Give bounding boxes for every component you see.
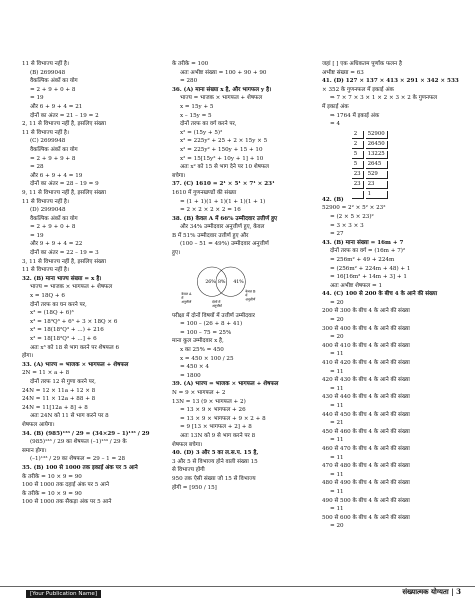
text-line: 35. (B) 100 से 1000 तक इकाई अंक पर 5 आने bbox=[22, 464, 138, 471]
divisor-cell: 5 bbox=[352, 161, 364, 169]
text-line: = 1800 bbox=[180, 372, 201, 379]
text-line: ⇒ 7 × 7 × 3 × 1 × 2 × 3 × 2 के गुणनफल bbox=[330, 95, 438, 102]
text-line: शेषफल आयेगा। bbox=[22, 421, 55, 428]
text-line: अतः x³ को 18 से भाग करने पर शेषफल 6 bbox=[30, 344, 120, 351]
text-line: 440 से 450 के बीच 4 के आने की संख्या bbox=[322, 411, 410, 418]
text-line: 37. (C) 1610 = 2¹ × 5¹ × 7¹ × 23¹ bbox=[172, 181, 275, 188]
text-line: B में 51% उम्मीदवार उत्तीर्ण हुए और bbox=[172, 232, 249, 239]
text-line: दोनों तरफ का घन करने पर, bbox=[30, 301, 87, 308]
text-line: = 9 [13 × भागफल + 2] + 8 bbox=[180, 424, 252, 431]
text-line: = 16[16m² + 14m + 3] + 1 bbox=[330, 274, 407, 281]
page-number: संख्यात्मक योग्यता | 3 bbox=[402, 587, 461, 596]
text-line: × 352 के गुणनफल में इकाई अंक bbox=[322, 86, 394, 93]
venn-right-value: 41% bbox=[233, 279, 244, 285]
text-line: = 27 bbox=[330, 231, 344, 238]
text-line: 470 से 480 के बीच 4 के आने की संख्या bbox=[322, 463, 410, 470]
text-line: समान होगा। bbox=[22, 447, 47, 454]
venn-label-both-2: अनुत्तीर्ण bbox=[212, 303, 222, 308]
divisor-cell bbox=[352, 191, 364, 199]
text-line: 500 से 600 के बीच 4 के आने की संख्या bbox=[322, 514, 410, 521]
text-line: x = 15y + 5 bbox=[180, 103, 214, 110]
text-line: के तरीके = 10 × 9 = 90 bbox=[22, 473, 82, 480]
divisor-cell: 23 bbox=[352, 181, 364, 189]
text-line: 300 से 400 के बीच 4 के आने की संख्या bbox=[322, 325, 410, 332]
text-line: = 11 bbox=[330, 351, 344, 358]
text-line: = 11 bbox=[330, 506, 344, 513]
text-line: (C) 2699948 bbox=[30, 138, 66, 145]
divisor-cell: 23 bbox=[352, 171, 364, 179]
text-line: (B) 2699048 bbox=[30, 69, 66, 76]
venn-label-a-3: अनुत्तीर्ण bbox=[181, 299, 192, 304]
division-block bbox=[322, 129, 462, 205]
text-line: = 450 × 4 bbox=[180, 364, 209, 371]
text-line: 2N = 11 × a + 8 bbox=[22, 370, 70, 377]
text-line: होगा। bbox=[22, 353, 34, 360]
text-line: शेषफल बचेगा। bbox=[172, 441, 203, 448]
text-line: और 6 + 9 + 4 = 21 bbox=[30, 103, 83, 110]
text-line: 11 से विभाज्य नहीं है। bbox=[22, 129, 70, 136]
text-line: 13N = 13 (9 × भागफल + 2) bbox=[172, 398, 246, 405]
dividend-cell: 52900 bbox=[366, 131, 388, 139]
text-line: 44. (C) 100 से 200 के बीच 4 के आने की संख्या bbox=[322, 291, 438, 298]
text-line: वैकल्पिक अंकों का योग bbox=[30, 146, 78, 153]
divisor-cell: 2 bbox=[352, 141, 364, 149]
text-line: = 11 bbox=[330, 368, 344, 375]
text-line: से विभाज्य होगी bbox=[172, 467, 205, 474]
text-line: 200 से 300 के बीच 4 के आने की संख्या bbox=[322, 308, 410, 315]
text-line: और 34% उम्मीदवार अनुत्तीर्ण हुए, केवल bbox=[180, 224, 265, 231]
text-line: 9, 11 से विभाज्य नहीं है, इसलिए संख्या bbox=[22, 189, 106, 196]
text-line: 100 से 1000 तक सैकड़ा अंक पर 5 आने bbox=[22, 499, 112, 506]
division-table bbox=[350, 129, 390, 201]
text-line: अतः अभीष्ट संख्या = 100 + 90 + 90 bbox=[180, 69, 267, 76]
text-line: परीक्षा में दोनों विषयों में उत्तीर्ण उम्मीदवार bbox=[172, 312, 255, 319]
text-line: 11 से विभाज्य नहीं है। bbox=[22, 267, 70, 274]
text-line: = 2 + 9 + 0 + 8 bbox=[30, 86, 76, 93]
dividend-cell: 2645 bbox=[366, 161, 388, 169]
text-line: दोनों तरफ 12 से गुणा करने पर, bbox=[30, 378, 96, 385]
text-line: x³ = 18(18²Q³ + ...) + 216 bbox=[30, 327, 104, 334]
text-line: अतः x² को 15 से भाग देने पर 10 शेषफल bbox=[180, 164, 269, 171]
text-line: 24N = 11 × 12a + 88 + 8 bbox=[22, 396, 96, 403]
venn-label-b-3: अनुत्तीर्ण bbox=[245, 296, 256, 301]
text-line: 36. (A) माना संख्या x है, और भागफल y है। bbox=[172, 86, 272, 93]
venn-label-a: केवल A bbox=[181, 291, 192, 296]
text-line: = (256m² + 224m + 48) + 1 bbox=[330, 265, 411, 272]
venn-label-a-2: में bbox=[181, 295, 184, 300]
text-line: = 19 bbox=[30, 232, 44, 239]
text-line: = 13 × 9 × भागफल + 9 × 2 + 8 bbox=[180, 415, 266, 422]
text-line: 24N = 12 × 11a + 12 × 8 bbox=[22, 387, 96, 394]
text-line: = 20 bbox=[330, 299, 344, 306]
dividend-cell: 26450 bbox=[366, 141, 388, 149]
text-line: = (2 × 5 × 23)² bbox=[330, 213, 374, 220]
text-line: 33. (A) भाज्य = भाजक × भागफल + शेषफल bbox=[22, 361, 129, 368]
publisher-tag: [Your Publication Name] bbox=[26, 590, 101, 598]
text-line: 2, 11 से विभाज्य नहीं है, इसलिए संख्या bbox=[22, 121, 106, 128]
text-line: दोनों का अंतर = 28 – 19 = 9 bbox=[30, 181, 99, 188]
text-line: 40. (D) 3 और 5 का ल.स.प. 15 है, bbox=[172, 450, 259, 457]
text-line: = (1 + 1)(1 + 1)(1 + 1)(1 + 1) bbox=[180, 198, 266, 205]
text-line: 34. (B) (985)¹³³ / 29 = (34×29 – 1)¹³³ / 29 bbox=[22, 430, 150, 437]
text-line: 39. (A) भाज्य = भाजक × भागफल + शेषफल bbox=[172, 381, 279, 388]
dividend-cell: 23 bbox=[366, 181, 388, 189]
text-line: के तरीके = 100 bbox=[172, 61, 209, 67]
text-line: = 3 × 3 × 3 bbox=[330, 222, 364, 229]
text-line: 3 और 5 से विभाज्य होने वाली संख्या 15 bbox=[172, 458, 258, 465]
text-line: होगी = [950 / 15] bbox=[172, 484, 217, 491]
venn-label-b-2: में bbox=[245, 292, 248, 297]
text-line: = 11 bbox=[330, 471, 344, 478]
text-line: = 280 bbox=[180, 78, 198, 85]
text-line: बचेगा। bbox=[172, 172, 186, 179]
text-line: = 20 bbox=[330, 334, 344, 341]
text-line: = 20 bbox=[330, 317, 344, 324]
text-line: N = 9 × भागफल + 2 bbox=[172, 390, 226, 396]
text-line: 43. (B) माना संख्या = 16m + 7 bbox=[322, 239, 404, 246]
text-line: 430 से 440 के बीच 4 के आने की संख्या bbox=[322, 394, 410, 401]
text-line: 480 से 490 के बीच 4 के आने की संख्या bbox=[322, 480, 410, 487]
text-line: x³ = 18[18²Q³ + ...] + 6 bbox=[30, 336, 97, 342]
text-line: वैकल्पिक अंकों का योग bbox=[30, 215, 78, 222]
text-line: 3, 11 से विभाज्य नहीं है, इसलिए संख्या bbox=[22, 258, 106, 265]
text-line: = 20 bbox=[330, 523, 344, 530]
text-line: = 2 + 9 + 9 + 8 bbox=[30, 155, 76, 162]
text-line: दोनों तरफ का वर्ग = (16m + 7)² bbox=[330, 248, 406, 255]
column-left bbox=[22, 60, 162, 507]
text-line: x – 15y = 5 bbox=[180, 112, 212, 119]
text-line: भाज्य = भाजक × भागफल + शेषफल bbox=[180, 95, 263, 102]
text-line: (–1)¹³³ / 29 का शेषफल = 29 – 1 = 28 bbox=[30, 456, 126, 463]
text-line: (D) 2999048 bbox=[30, 207, 66, 214]
text-line: = 13 × 9 × भागफल + 26 bbox=[180, 407, 246, 414]
text-line: में इकाई अंक bbox=[322, 103, 349, 110]
text-line: x² = 15[15y² + 10y + 1] + 10 bbox=[180, 155, 264, 162]
text-line: 450 से 460 के बीच 4 के आने की संख्या bbox=[322, 428, 410, 435]
text-line: 100 से 1000 तक दहाई अंक पर 5 आने bbox=[22, 482, 109, 489]
text-line: माना कुल उम्मीदवार x है, bbox=[172, 338, 224, 345]
text-line: = 100 – (26 + 8 + 41) bbox=[180, 321, 243, 328]
text-line: = 2 × 2 × 2 × 2 = 16 bbox=[180, 207, 241, 214]
text-line: x = 450 × 100 / 25 bbox=[180, 355, 234, 362]
text-line: दोनों का अंतर = 22 – 19 = 3 bbox=[30, 250, 99, 257]
page-footer bbox=[0, 586, 475, 598]
text-line: दोनों तरफ का वर्ग करने पर, bbox=[180, 121, 237, 128]
text-line: = 11 bbox=[330, 454, 344, 461]
text-line: = 11 bbox=[330, 488, 344, 495]
dividend-cell: 529 bbox=[366, 171, 388, 179]
text-line: 11 से विभाज्य नहीं है। bbox=[22, 61, 70, 67]
text-line: = 4 bbox=[330, 121, 341, 128]
text-line: x² = (15y + 5)² bbox=[180, 129, 223, 136]
text-line: = 11 bbox=[330, 403, 344, 409]
column-middle bbox=[172, 60, 312, 492]
text-line: 41. (D) 127 × 137 × 413 × 291 × 342 × 533 bbox=[322, 78, 459, 85]
divisor-cell: 5 bbox=[352, 151, 364, 159]
text-line: x³ = 18³Q³ + 6³ + 3 × 18Q × 6 bbox=[30, 318, 118, 325]
text-line: x² = 225y² + 25 + 2 × 15y × 5 bbox=[180, 138, 268, 145]
text-line: x³ = (18Q + 6)³ bbox=[30, 310, 74, 317]
text-line: = 19 bbox=[30, 95, 44, 102]
text-line: = 28 bbox=[30, 164, 44, 171]
text-line: ⇒ 1764 में इकाई अंक bbox=[330, 112, 380, 119]
text-line: 490 से 500 के बीच 4 के आने की संख्या bbox=[322, 497, 410, 504]
text-line: 420 से 430 के बीच 4 के आने की संख्या bbox=[322, 377, 410, 384]
text-line: 460 से 470 के बीच 4 के आने की संख्या bbox=[322, 445, 410, 452]
text-line: 400 से 410 के बीच 4 के आने की संख्या bbox=[322, 342, 410, 349]
text-line: 410 से 420 के बीच 4 के आने की संख्या bbox=[322, 360, 410, 367]
text-line: (985)¹³³ / 29 का शेषफल (–1)¹³³ / 29 के bbox=[30, 439, 127, 446]
text-line: 950 तक ऐसी संख्या जो 15 से विभाज्य bbox=[172, 475, 256, 482]
divisor-cell: 2 bbox=[352, 131, 364, 139]
text-line: और 9 + 9 + 4 = 22 bbox=[30, 241, 83, 248]
text-line: अतः 24N को 11 से भाग करने पर 8 bbox=[30, 413, 109, 420]
dividend-cell: 1 bbox=[366, 191, 388, 199]
text-line: = 21 bbox=[330, 420, 344, 427]
text-line: जहां [ ] एक अधिकतम पूर्णांक फलन है bbox=[322, 61, 402, 67]
venn-diagram bbox=[180, 260, 260, 310]
text-line: भाज्य = भाजक × भागफल + शेषफल bbox=[30, 284, 113, 291]
text-line: के तरीके = 10 × 9 = 90 bbox=[22, 490, 82, 497]
text-line: 52900 = 2² × 5² × 23² bbox=[322, 205, 386, 212]
text-line: x² = 225y² + 150y + 15 + 10 bbox=[180, 146, 263, 153]
text-line: अतः अभीष्ट शेषफल = 1 bbox=[330, 282, 383, 289]
text-line: 11 से विभाज्य नहीं है। bbox=[22, 198, 70, 205]
text-line: = 2 + 9 + 0 + 8 bbox=[30, 224, 76, 231]
question-number: 42. (B) bbox=[322, 196, 344, 203]
text-line: 38. (B) केवल A में 66% उम्मीदवार उत्तीर्ण हुए bbox=[172, 215, 278, 222]
text-line: (100 – 51 = 49%) उम्मीदवार अनुत्तीर्ण bbox=[180, 241, 269, 248]
text-line: 1610 में गुणनखण्डों की संख्या bbox=[172, 189, 237, 196]
text-line: हुए। bbox=[172, 250, 181, 257]
column-right bbox=[322, 60, 462, 531]
text-line: 24N = 11[12a + 8] + 8 bbox=[22, 404, 88, 411]
text-line: वैकल्पिक अंकों का योग bbox=[30, 78, 78, 85]
venn-label-both: दोनों में bbox=[212, 299, 221, 304]
text-line: 32. (B) माना भाज्य संख्या = x है। bbox=[22, 275, 102, 282]
text-line: और 6 + 9 + 4 = 19 bbox=[30, 172, 83, 179]
text-line: दोनों का अंतर = 21 – 19 = 2 bbox=[30, 112, 99, 119]
dividend-cell: 13225 bbox=[366, 151, 388, 159]
text-line: = 11 bbox=[330, 437, 344, 444]
venn-center-value: 8% bbox=[218, 279, 226, 285]
venn-label-b: केवल B bbox=[245, 288, 256, 293]
text-line: = 11 bbox=[330, 385, 344, 392]
text-line: = 100 – 75 = 25% bbox=[180, 329, 232, 336]
document-page bbox=[22, 0, 462, 572]
venn-left-value: 26% bbox=[205, 279, 216, 285]
text-line: अभीष्ट संख्या = 63 bbox=[322, 69, 364, 76]
text-line: x का 25% = 450 bbox=[180, 347, 224, 354]
text-line: = 256m² + 49 + 224m bbox=[330, 256, 395, 263]
text-line: अतः 13N को 9 से भाग करने पर 8 bbox=[180, 432, 256, 439]
text-line: x = 18Q + 6 bbox=[30, 293, 65, 300]
